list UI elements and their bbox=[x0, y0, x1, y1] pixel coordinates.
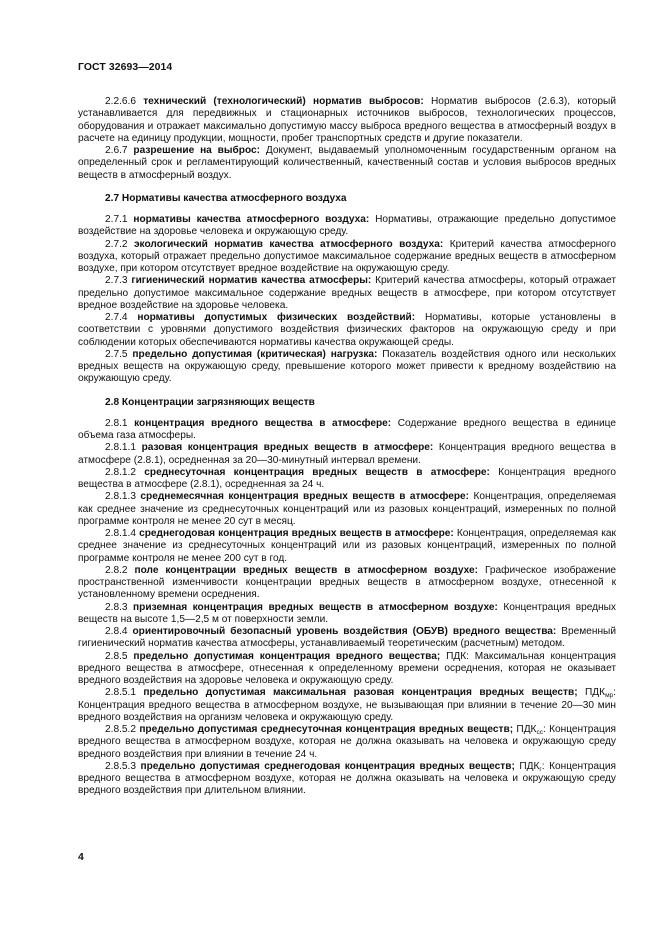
document-body bbox=[78, 96, 616, 798]
clause-number: 2.7.3 bbox=[105, 275, 128, 287]
clause-2-8-3 bbox=[78, 602, 616, 627]
clause-number: 2.7.2 bbox=[105, 238, 128, 250]
clause-text: Нормативы, отражающие предельно допустимое воздействие на здоровье человека и окружающую среду. bbox=[78, 214, 616, 238]
clause-term: среднемесячная концентрация вредных веществ в атмосфере: bbox=[140, 491, 470, 503]
clause-text: Критерий качества атмосферы, который отражает предельно допустимое максимальное содержание вредных веществ в атмосфере, при котором отсутствует вредное воздействие на здоровье человека. bbox=[78, 275, 616, 311]
page-header: ГОСТ 32693—2014 bbox=[78, 62, 173, 73]
clause-term: гигиенический норматив качества атмосферы: bbox=[131, 275, 372, 287]
clause-term: экологический норматив качества атмосферного воздуха: bbox=[133, 238, 444, 250]
clause-number: 2.7.5 bbox=[105, 348, 128, 360]
clause-2-8-1-2 bbox=[78, 467, 616, 492]
clause-abbreviation-subscript: г bbox=[539, 765, 542, 773]
clause-text: Концентрация вредного вещества в атмосфере (2.8.1), осредненная за 20—30-минутный интервал времени. bbox=[78, 442, 616, 466]
clause-2-8-5-2 bbox=[78, 724, 616, 761]
clause-text: Документ, выдаваемый уполномоченным государственным органом на определенный срок и регламентирующий количественный, качественный состав и условия выбросов вредных веществ в атмосферный воздух. bbox=[78, 145, 616, 181]
clause-number: 2.8.5.2 bbox=[105, 724, 136, 735]
clause-term: нормативы допустимых физических воздействий: bbox=[137, 312, 416, 323]
clause-term: разовая концентрация вредных веществ в атмосфере: bbox=[141, 442, 434, 454]
clause-term: поле концентрации вредных веществ в атмосферном воздухе: bbox=[134, 564, 479, 576]
clause-2-7-5 bbox=[78, 349, 616, 386]
clause-text: Концентрация вредных веществ на высоте 1,5—2,5 м от поверхности земли. bbox=[78, 601, 616, 625]
clause-number: 2.8.1 bbox=[105, 417, 128, 429]
section-heading-2-7: 2.7 Нормативы качества атмосферного воздуха bbox=[105, 192, 347, 204]
clause-text: Концентрация, определяемая как среднее значение из среднесуточных концентраций или из разовых концентраций, измеренных по полной программе контроля не менее 200 сут в год. bbox=[78, 528, 616, 564]
clause-number: 2.6.7 bbox=[105, 145, 128, 156]
clause-text: ПДК: Максимальная концентрация вредного вещества в атмосфере, отнесенная к определенному времени осреднения, которая не оказывает вредного воздействия на здоровье человека и окружающую среду. bbox=[78, 650, 616, 686]
clause-number: 2.8.1.3 bbox=[105, 491, 136, 503]
clause-text: Критерий качества атмосферного воздуха, который отражает предельно допустимое максимальное содержание вредных веществ в атмосферном воздухе, при котором отсутствует вредное воздействие на окружающую среду. bbox=[78, 238, 616, 274]
clause-number: 2.7.1 bbox=[105, 214, 128, 225]
section-heading-2-8: 2.8 Концентрации загрязняющих веществ bbox=[105, 396, 315, 408]
clause-term: разрешение на выброс: bbox=[133, 145, 261, 156]
clause-term: нормативы качества атмосферного воздуха: bbox=[133, 214, 370, 225]
clause-2-8-2 bbox=[78, 565, 616, 602]
clause-term: приземная концентрация вредных веществ в атмосферном воздухе: bbox=[133, 601, 498, 613]
clause-abbreviation: ПДК bbox=[516, 724, 537, 735]
clause-number: 2.8.5.1 bbox=[105, 687, 136, 699]
clause-2-7-3 bbox=[78, 275, 616, 312]
clause-term: ориентировочный безопасный уровень воздействия (ОБУВ) вредного вещества: bbox=[132, 626, 557, 637]
clause-2-8-5-3 bbox=[78, 761, 616, 798]
page-number: 4 bbox=[78, 852, 84, 863]
clause-term: предельно допустимая среднегодовая концентрация вредных веществ; bbox=[140, 760, 515, 772]
clause-number: 2.8.1.2 bbox=[105, 466, 136, 478]
clause-text: Концентрация, определяемая как среднее значение из среднесуточных концентраций или из разовых концентраций, измеренных по полной программе контроля не менее 20 сут в месяц. bbox=[78, 491, 616, 527]
clause-text: Концентрация вредного вещества в атмосфере (2.8.1), осредненная за 24 ч. bbox=[78, 466, 616, 490]
clause-number: 2.8.1.4 bbox=[105, 528, 136, 539]
clause-text: Нормативы, которые установлены в соответствии с уровнями допустимого воздействия физических факторов на окружающую среду и при соблюдении которых обеспечиваются нормативы качества окружающей среды. bbox=[78, 312, 616, 348]
clause-text: Графическое изображение пространственной изменчивости концентрации вредных веществ в атмосферном воздухе, отнесенной к установленному времени осреднения. bbox=[78, 564, 616, 601]
clause-2-8-1-1 bbox=[78, 442, 616, 467]
clause-2-6-6 bbox=[78, 96, 616, 145]
clause-2-6-7 bbox=[78, 145, 616, 182]
clause-term: концентрация вредного вещества в атмосфере: bbox=[134, 417, 392, 429]
clause-term: среднегодовая концентрация вредных веществ в атмосфере: bbox=[139, 528, 454, 539]
clause-number: 2.8.1.1 bbox=[105, 442, 136, 454]
clause-2-8-4 bbox=[78, 626, 616, 651]
clause-number: 2.7.4 bbox=[105, 312, 128, 323]
clause-number: 2.8.5 bbox=[105, 650, 128, 662]
clause-number: 2.8.2 bbox=[105, 564, 128, 576]
clause-2-8-5 bbox=[78, 651, 616, 688]
clause-text: Временный гигиенический норматив качества атмосферы, устанавливаемый теоретическим (расчетным) методом. bbox=[78, 626, 616, 650]
clause-text: Норматив выбросов (2.6.3), который устанавливается для передвижных и стационарных источников выбросов, технологических процессов, оборудования и отражает максимально допустимую массу выброса вредного вещества в атмосферный воздух в расчете на единицу продукции, мощности, пробег транспортных средств и другие показатели. bbox=[78, 96, 616, 144]
clause-term: среднесуточная концентрация вредных веществ в атмосфере: bbox=[144, 466, 490, 478]
clause-abbreviation: ПДК bbox=[585, 687, 606, 699]
clause-2-8-1-4 bbox=[78, 528, 616, 565]
clause-term: предельно допустимая концентрация вредного вещества; bbox=[133, 650, 441, 662]
clause-number: 2.8.3 bbox=[105, 601, 128, 613]
clause-2-8-1-3 bbox=[78, 491, 616, 528]
clause-term: предельно допустимая (критическая) нагрузка: bbox=[132, 348, 378, 360]
clause-number: 2.8.4 bbox=[105, 626, 128, 637]
clause-abbreviation: ПДК bbox=[519, 760, 540, 772]
clause-number: 2.2.6.6 bbox=[105, 96, 136, 107]
clause-text: : Концентрация вредного вещества в атмосферном воздухе, не вызывающая при влиянии в течение 20—30 мин вредного воздействия на организм человека и окружающую среду. bbox=[78, 687, 616, 723]
clause-text: : Концентрация вредного вещества в атмосферном воздухе, которая не должна оказывать на человека и окружающую среду вредного воздействия при длительном влиянии. bbox=[78, 760, 616, 797]
clause-text: Показатель воздействия одного или нескольких вредных веществ на окружающую среду, превышение которого может привести к вредному воздействию на окружающую среду. bbox=[78, 348, 616, 385]
clause-text: Содержание вредного вещества в единице объема газа атмосферы. bbox=[78, 417, 616, 441]
clause-number: 2.8.5.3 bbox=[105, 760, 136, 772]
clause-text: : Концентрация вредного вещества в атмосферном воздухе, которая не должна оказывать на человека и окружающую среду вредного воздействия при влиянии в течение 24 ч. bbox=[78, 724, 616, 760]
clause-term: предельно допустимая максимальная разовая концентрация вредных веществ; bbox=[143, 687, 578, 699]
clause-2-7-1 bbox=[78, 214, 616, 239]
clause-2-7-4 bbox=[78, 312, 616, 349]
clause-term: предельно допустимая среднесуточная концентрация вредных веществ; bbox=[139, 724, 514, 735]
clause-2-8-1 bbox=[78, 418, 616, 443]
clause-abbreviation-subscript: сс bbox=[536, 729, 543, 736]
clause-2-8-5-1 bbox=[78, 687, 616, 724]
clause-term: технический (технологический) норматив выбросов: bbox=[143, 96, 424, 107]
clause-abbreviation-subscript: мр bbox=[605, 692, 614, 700]
clause-2-7-2 bbox=[78, 239, 616, 276]
